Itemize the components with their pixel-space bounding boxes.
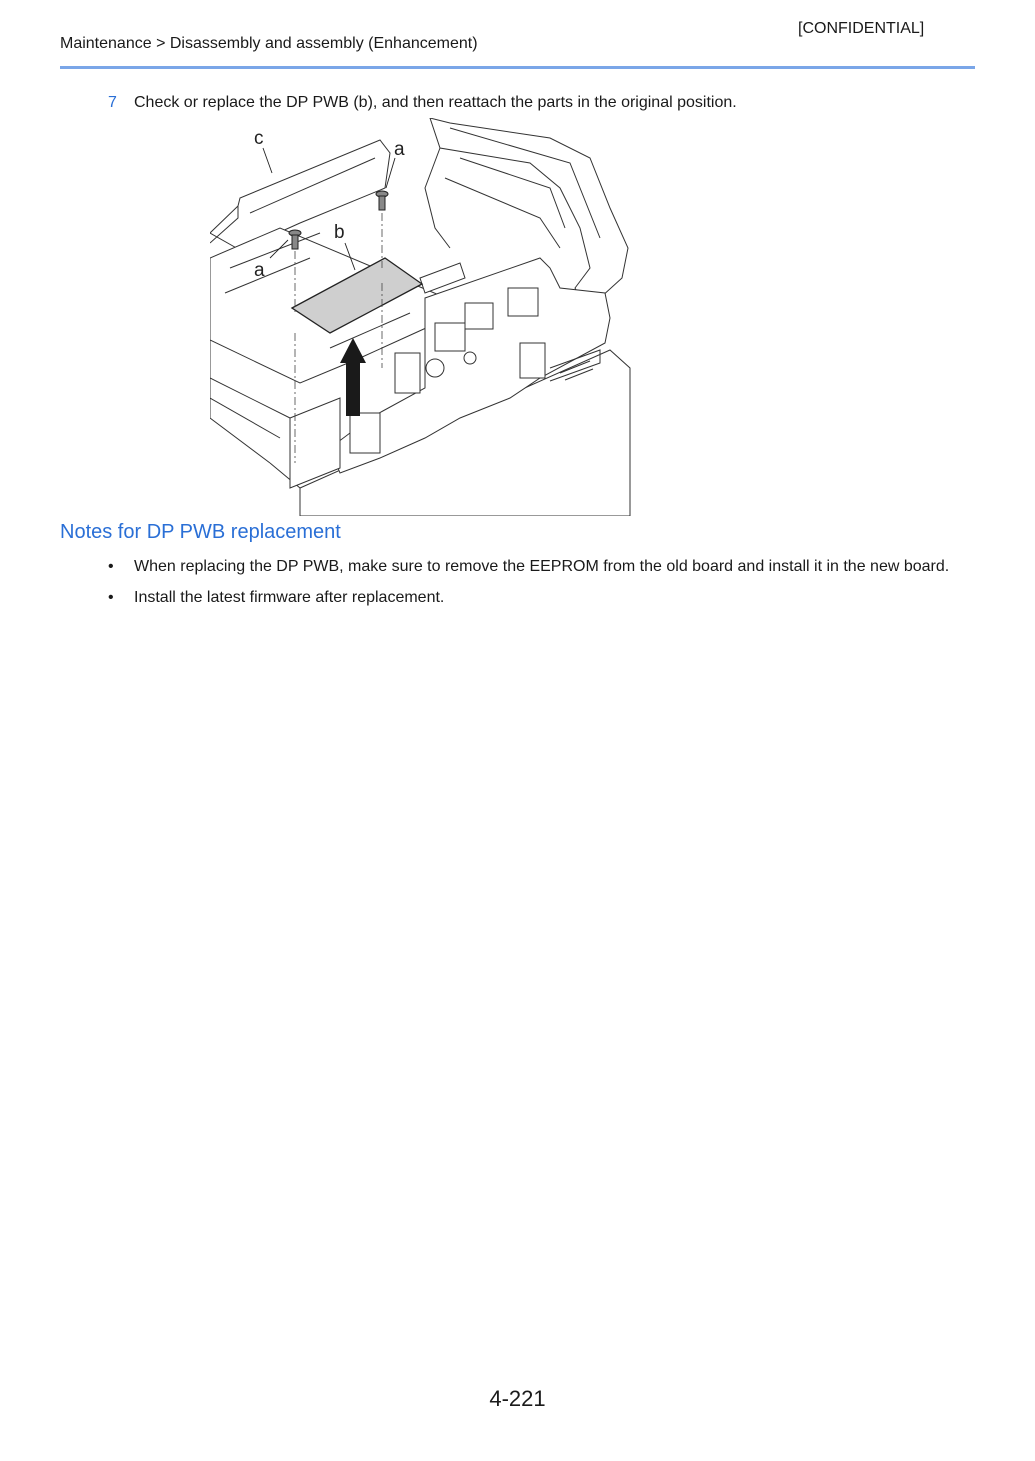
notes-heading: Notes for DP PWB replacement (60, 521, 341, 543)
dp-pwb-illustration (210, 118, 632, 516)
screw-icon (376, 191, 388, 210)
callout-b: b (334, 222, 345, 243)
list-item (108, 587, 978, 608)
bullet: • (108, 589, 114, 606)
callout-c: c (254, 128, 264, 149)
callout-a-top: a (394, 139, 405, 160)
list-item (108, 556, 978, 577)
callout-a-left: a (254, 260, 265, 281)
step-number: 7 (108, 94, 117, 111)
notes-list (108, 556, 978, 618)
step-text: Check or replace the DP PWB (b), and then reattach the parts in the original position. (134, 94, 737, 111)
header-divider (60, 66, 975, 69)
breadcrumb: Maintenance > Disassembly and assembly (Enhancement) (60, 35, 478, 52)
step-7 (108, 94, 737, 112)
note-text: When replacing the DP PWB, make sure to remove the EEPROM from the old board and install it in the new board. (134, 558, 950, 575)
confidential-label: [CONFIDENTIAL] (798, 20, 925, 37)
page-number: 4-221 (489, 1386, 546, 1411)
bullet: • (108, 558, 114, 575)
note-text: Install the latest firmware after replacement. (134, 589, 445, 606)
